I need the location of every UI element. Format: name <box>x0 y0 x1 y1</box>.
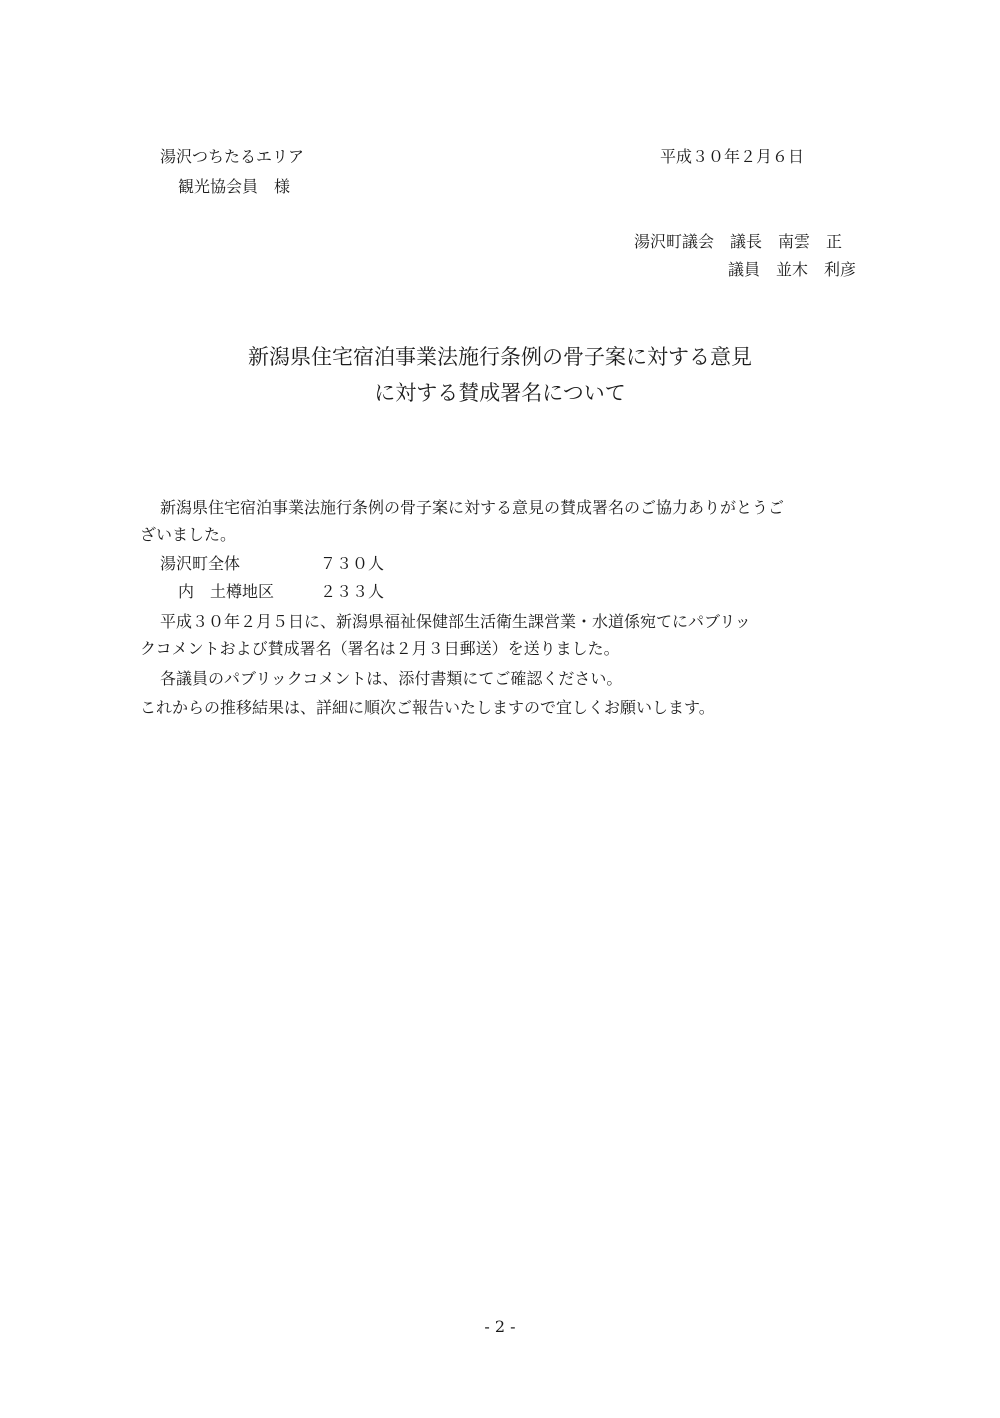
stat-value: ２３３人 <box>320 582 385 601</box>
stat-row <box>178 582 384 602</box>
recipient-area: 湯沢つちたるエリア <box>160 147 305 166</box>
sender-member: 議員 並木 利彦 <box>727 260 856 279</box>
body-paragraph-1-line-2: ざいました。 <box>140 525 237 544</box>
page-number: - 2 - <box>484 1317 516 1336</box>
body-paragraph-3: 各議員のパブリックコメントは、添付書類にてご確認ください。 <box>160 669 623 688</box>
stat-value: ７３０人 <box>320 554 385 573</box>
body-paragraph-2-line-1: 平成３０年２月５日に、新潟県福祉保健部生活衛生課営業・水道係宛てにパブリッ <box>160 612 751 631</box>
sender-chairman: 湯沢町議会 議長 南雲 正 <box>633 232 842 251</box>
document-date: 平成３０年２月６日 <box>660 147 805 166</box>
body-paragraph-1-line-1: 新潟県住宅宿泊事業法施行条例の骨子案に対する意見の賛成署名のご協力ありがとうご <box>160 498 785 517</box>
document-title-line2: に対する賛成署名について <box>374 381 626 405</box>
stat-row <box>160 554 384 574</box>
stat-label: 湯沢町全体 <box>160 554 241 573</box>
document-title-line1: 新潟県住宅宿泊事業法施行条例の骨子案に対する意見 <box>248 345 752 369</box>
recipient-members: 観光協会員 様 <box>178 177 291 196</box>
body-paragraph-2-line-2: クコメントおよび賛成署名（署名は２月３日郵送）を送りました。 <box>140 639 620 658</box>
body-paragraph-4: これからの推移結果は、詳細に順次ご報告いたしますので宜しくお願いします。 <box>140 698 715 717</box>
stat-label: 内 土樽地区 <box>178 582 275 601</box>
